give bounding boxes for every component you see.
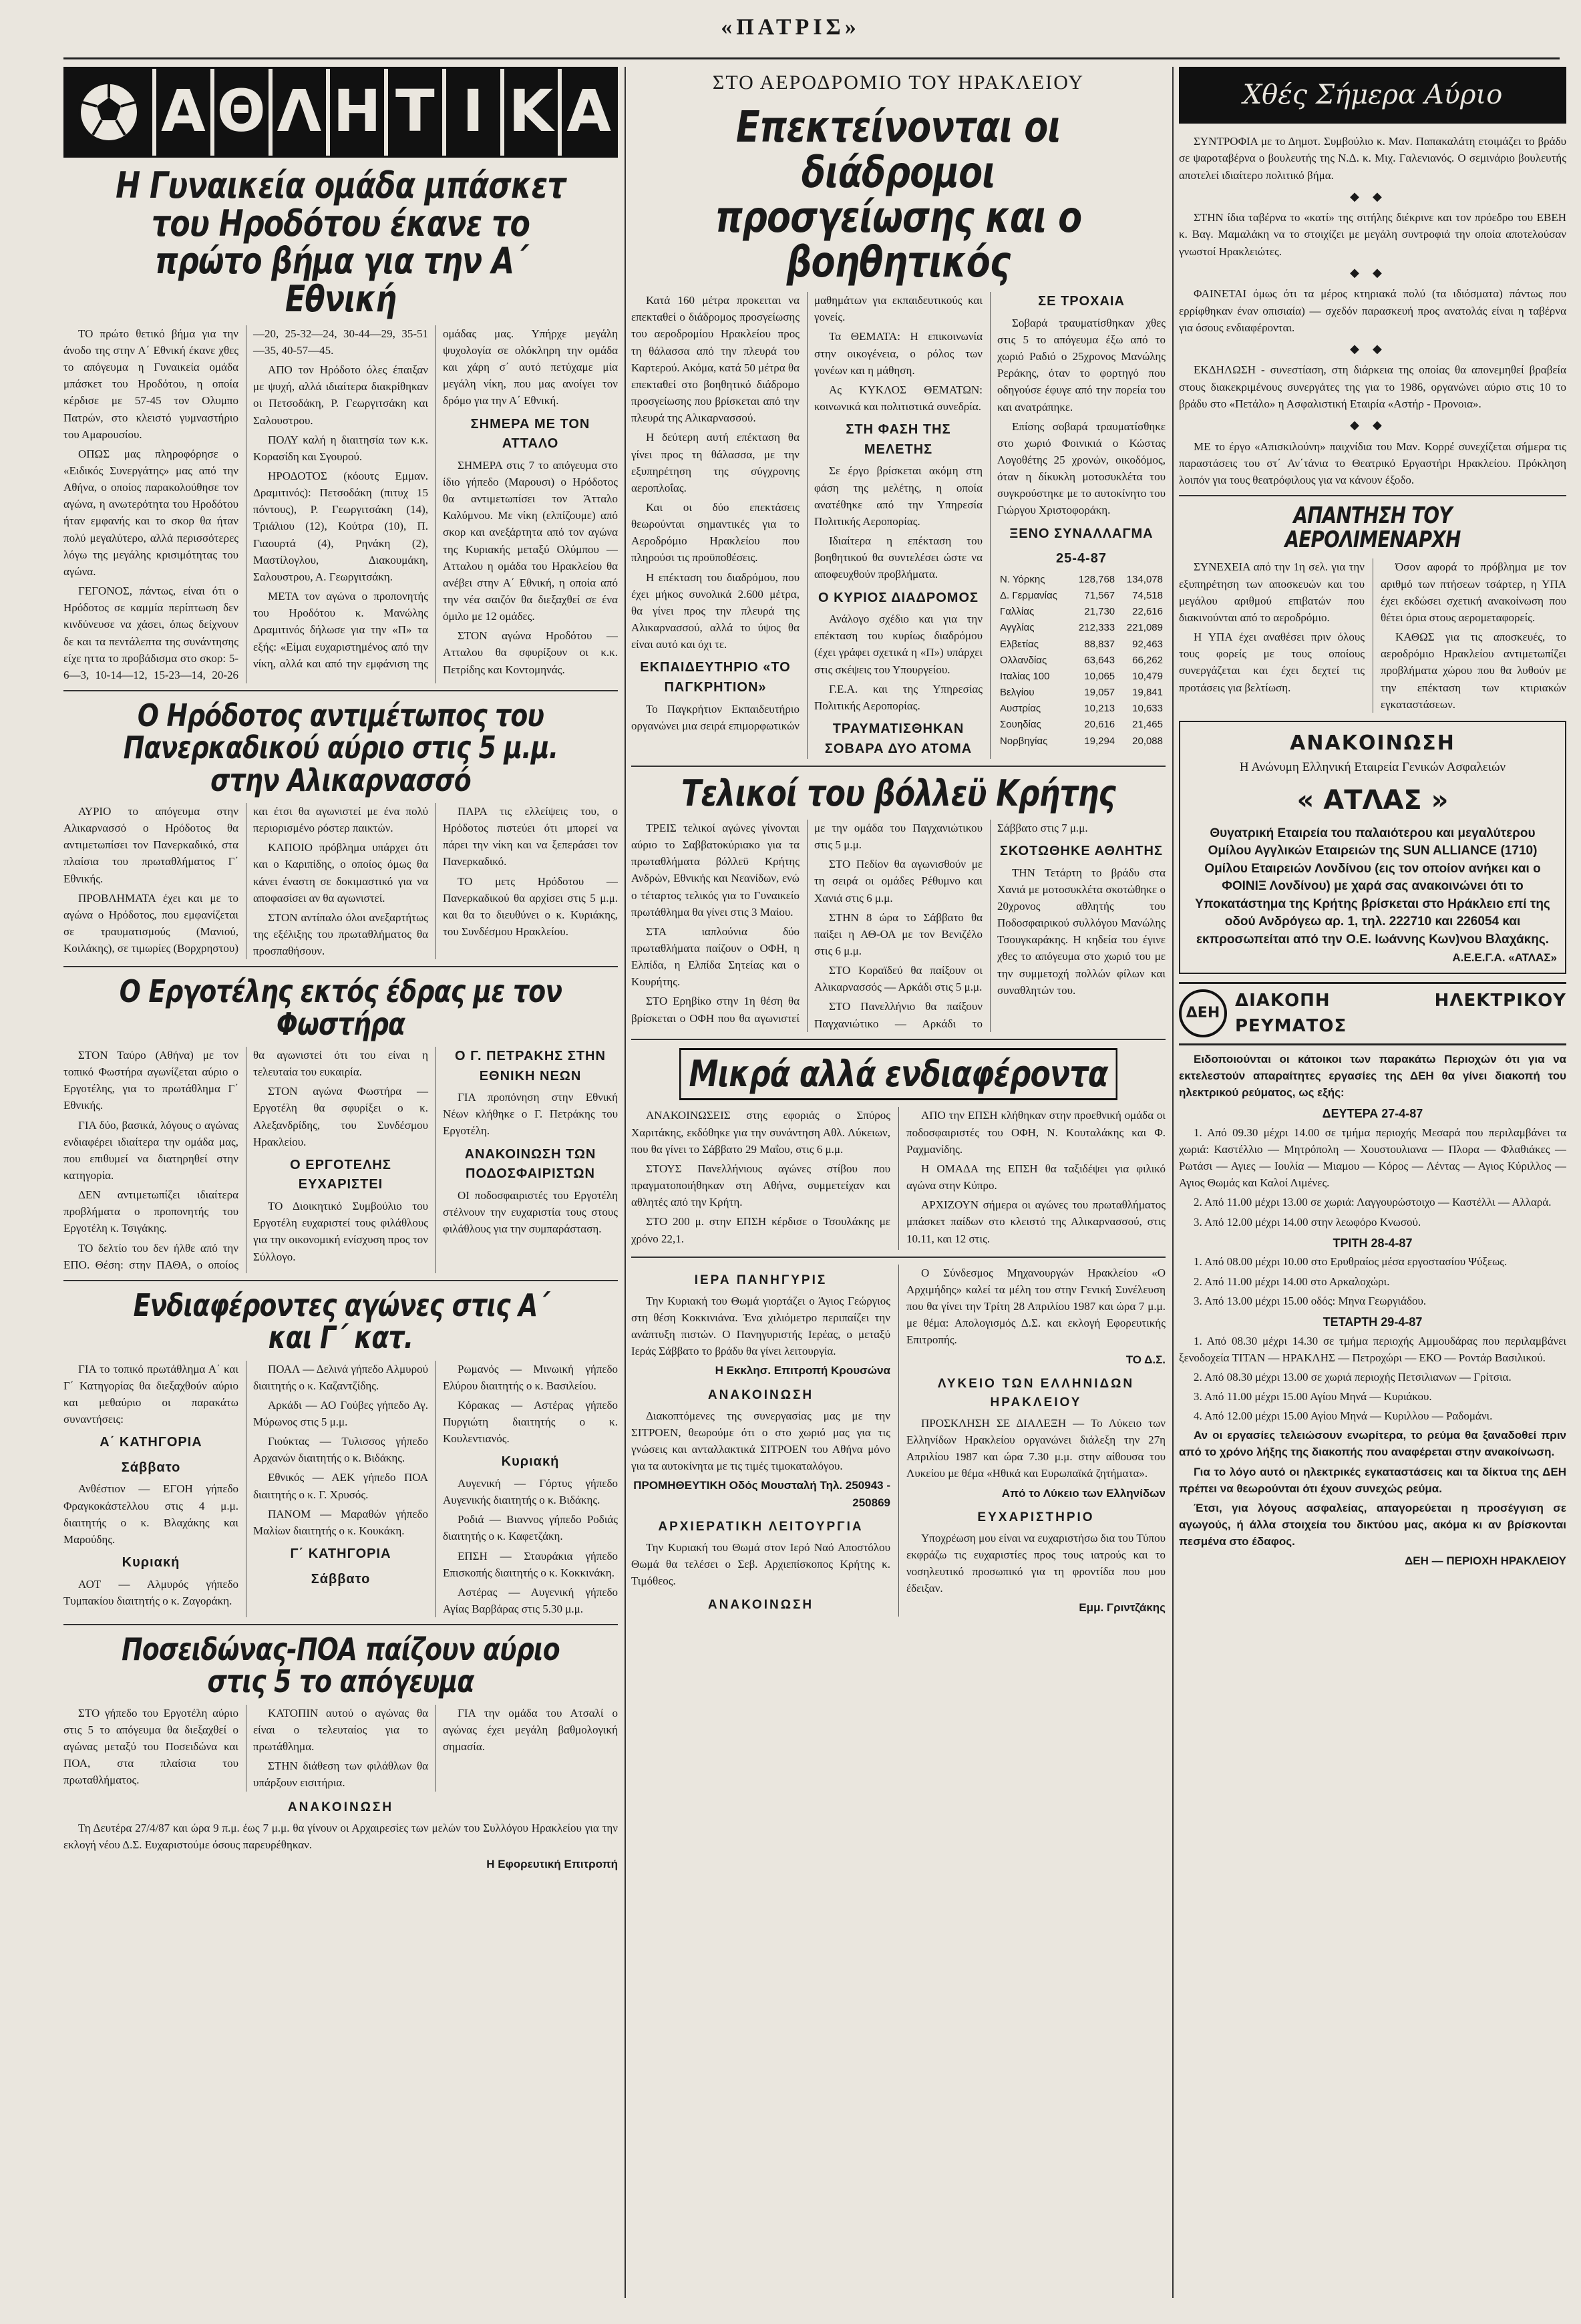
paragraph: ΣΤΟΝ αντίπαλο όλοι ανεξαρτήτως της εξέλιξης του πρωταθλήματος θα προσπαθήσουν. — [253, 910, 428, 958]
table-row — [997, 685, 1166, 701]
paragraph: ΠΡΟΒΛΗΜΑΤΑ έχει και με το αγώνα ο Ηρόδοτος, που εμφανίζεται σε τραυματισμούς (Μανιού, Κοιλάκης), σε τιμωρίες (Βορχρηστου) και έτσι θα αγωνιστεί με ένα πολύ περιορισμένο ρόστερ παικτών. — [63, 804, 428, 955]
atlas-brand: « ΑΤΛΑΣ » — [1296, 785, 1449, 816]
notice-signature: ΠΡΟΜΗΘΕΥΤΙΚΗ Οδός Μουσταλή Τηλ. 250943 - 250869 — [633, 1479, 890, 1509]
paragraph: ΣΤΗΝ 8 ώρα το Σάββατο θα παίξει η ΑΘ-ΟΑ με τον Βενιζέλο στις 6 μ.μ. — [814, 910, 983, 958]
paragraph: Η ΟΜΑΔΑ της ΕΠΣΗ θα ταξιδέψει για φιλικό αγώνα στην Κύπρο. — [906, 1162, 1166, 1192]
subheading: ΣΚΟΤΩΘΗΚΕ ΑΘΛΗΤΗΣ — [1000, 844, 1163, 859]
sports-letter: Λ — [269, 69, 327, 156]
fx-title: ΞΕΝΟ ΣΥΝΑΛΛΑΓΜΑ — [1009, 526, 1154, 541]
daily-item: ΣΤΗΝ ίδια ταβέρνα το «κατί» της σιτήλης διέκρινε και τον πρόεδρο του ΕΒΕΗ κ. Βαγ. Μαμαλάκη να το στοιχίζει με μεγάλη συντροφιά την οποία αποτελούσαν γνωστοί Ηρακλειώτες. — [1179, 211, 1566, 258]
paragraph: ΤΟ Διοικητικό Συμβούλιο του Εργοτέλη ευχαριστεί τους φιλάθλους για την οικονομική ενίσχυση προς τον Σύλλογο. — [253, 1200, 428, 1263]
power-cut-title: ΔΙΑΚΟΠΗ ΗΛΕΚΤΡΙΚΟΥ ΡΕΥΜΑΤΟΣ — [1235, 990, 1566, 1037]
divider — [631, 766, 1166, 767]
table-cell: Σουηδίας — [1000, 719, 1041, 731]
paragraph: ΚΑΘΩΣ για τις αποσκευές, το αεροδρόμιο Ηρακλείου αντιμετωπίζει προβλήματα χώρου που θα λυθούν με την επέκταση των κτιριακών εγκαταστάσεων. — [1381, 631, 1566, 711]
headline-small-items: Μικρά αλλά ενδιαφέροντα — [679, 1048, 1117, 1101]
notice-body: Διακοπτόμενες της συνεργασίας μας με την ΣΙΤΡΟΕΝ, θεωρούμε ότι ο στο χωριό μας για τις γνώσεις και ανταλλακτικά ΣΙΤΡΟΕΝ του Αθήνα μόνο για τα αυτοκίνητα με τις τιμές τιμοκαταλόγου. — [631, 1409, 890, 1473]
notice-body: Ο Σύνδεσμος Μηχανουργών Ηρακλείου «Ο Αρχιμήδης» καλεί τα μέλη του στην Γενική Συνέλευση που θα γίνει την Τρίτη 28 Απριλίου 1987 και ώρα 7 μ.μ. με θέμα: Απολογισμός Δ.Σ. και εκλογή Εφορευτικής Επιτροπής. — [906, 1266, 1166, 1347]
table-cell: Ελβετίας — [1000, 638, 1039, 650]
paragraph: ΔΕΝ αντιμετωπίζει ιδιαίτερα προβλήματα ο προπονητής του Εργοτέλη κ. Τσιγάκης. — [63, 1188, 238, 1235]
table-cell: Ν. Υόρκης — [1000, 573, 1045, 585]
paragraph: ΣΤΟ Ερηβίκο στην 1η θέση θα βρίσκεται ο ΟΦΗ που θα αγωνιστεί με την ομάδα του Παγχανιώτικου στις 5 μ.μ. — [631, 821, 983, 1025]
table-cell: 20,088 — [1132, 735, 1163, 747]
subheading: ΣΗΜΕΡΑ ΜΕ ΤΟΝ ΑΤΤΑΛΟ — [470, 416, 590, 452]
paragraph: ΣΤΟ Πεδίον θα αγωνισθούν με τη σειρά οι ομάδες Ρέθυμνο και Χανιά στις 6 μ.μ. — [814, 858, 983, 904]
table-cell: 71,567 — [1084, 589, 1115, 601]
article-airport — [631, 292, 1166, 759]
paragraph: Η δεύτερη αυτή επέκταση θα γίνει προς τη θάλασσα, με την εξυπηρέτηση της σύγχρονης αεροπλοΐας. — [631, 431, 800, 494]
subheading: ΕΚΠΑΙΔΕΥΤΗΡΙΟ «ΤΟ ΠΑΓΚΡΗΤΙΟΝ» — [640, 660, 791, 695]
daily-banner: Χθές Σήμερα Αύριο — [1179, 67, 1566, 124]
table-cell: Δ. Γερμανίας — [1000, 589, 1057, 601]
column-rule — [625, 67, 626, 2298]
announcement-body: Τη Δευτέρα 27/4/87 και ώρα 9 π.μ. έως 7 μ.μ. θα γίνουν οι Αρχαιρεσίες των μελών του Συλλόγου Ηρακλείου για την εκλογή νέου Δ.Σ. Ευχαριστούμε όσους παρευρέθηκαν. — [63, 1821, 618, 1851]
subheading: Γ΄ ΚΑΤΗΓΟΡΙΑ — [290, 1546, 391, 1562]
table-cell: 10,065 — [1084, 670, 1115, 682]
headline-womens-basketball: Η Γυναικεία ομάδα μπάσκετ του Ηροδότου έκανε το πρώτο βήμα για την Α΄ Εθνική — [116, 164, 566, 321]
paragraph: ΑΡΧΙΖΟΥΝ σήμερα οι αγώνες του πρωταθλήματος μπάσκετ παίδων στο κλειστό της Αλικαρνασσού, στις 10.11, και 12 στις. — [906, 1198, 1166, 1245]
power-day: ΔΕΥΤΕΡΑ 27-4-87 — [1322, 1107, 1423, 1121]
divider — [63, 1624, 618, 1625]
notice-body: ΠΡΟΣΚΛΗΣΗ ΣΕ ΔΙΑΛΕΞΗ — Το Λύκειο των Ελληνίδων Ηρακλείου οργανώνει διάλεξη την 27η Απριλίου 1987 και ώρα 7.30 μ.μ. στην αίθουσα του Λυκείου με θέμα «Ηθικά και Ευρωπαϊκά ζητήματα». — [906, 1416, 1166, 1480]
divider — [63, 690, 618, 691]
paragraph: ΣΤΟ Πανελλήνιο θα παίξουν Παγχανιώτικο — Αρκάδι το Σάββατο στις 7 μ.μ. — [814, 821, 1088, 1030]
table-cell: 21,730 — [1084, 606, 1115, 618]
paragraph: ΣΗΜΕΡΑ στις 7 το απόγευμα στο ίδιο γήπεδο (Μαρουσι) ο Ηρόδοτος θα αντιμετωπίσει τον Άτταλο Καλύμνου. Με νίκη (ελπίζουμε) από σκορ και ανεξάρτητα από τον αγώνα της Κυριακής μεταξύ Ολύμπου — Ατταλου η ομάδα του Ηρακλείου θα ανέβει στην Α΄ Εθνική, η οποία από την νέα σαιζόν θα διεξαχθεί σε ένα όμιλο με 12 ομάδες. — [443, 458, 618, 623]
paragraph: ΣΤΟ 200 μ. στην ΕΠΣΗ κέρδισε ο Τσουλάκης με χρόνο 22,1. — [631, 1215, 890, 1245]
power-item: 3. Από 12.00 μέχρι 14.00 στην λεωφόρο Κνωσού. — [1194, 1215, 1421, 1228]
paragraph: Τα ΘΕΜΑΤΑ: Η επικοινωνία στην οικογένεια, ο ρόλος των γονέων και η μάθηση. — [814, 330, 983, 377]
notice-signature: Εμμ. Γριντζάκης — [1079, 1601, 1166, 1615]
paragraph: ΓΕΓΟΝΟΣ, πάντως, είναι ότι ο Ηρόδοτος σε καμμία περίπτωση δεν κινδύνευσε να χάσει, όπως δείχνουν δε και τα πεντάλεπτα της συνάντησης είχε ηττα το προβάδισμα στο σκορ: 5-6—3, 10-14—12, 15-23—14, 20-26—20, 25-32—24, 30-44—29, 35-51—35, 40-57—45. — [63, 327, 428, 681]
power-item: 3. Από 11.00 μέχρι 15.00 Αγίου Μηνά — Κυριάκου. — [1194, 1389, 1432, 1403]
article-local-matches — [63, 1361, 618, 1618]
separator-icon: ◆◆ — [1350, 341, 1395, 355]
separator-icon: ◆◆ — [1350, 189, 1395, 203]
article-poseidonas-poa — [63, 1705, 618, 1792]
notice-body: Την Κυριακή του Θωμά γιορτάζει ο Άγιος Γεώργιος στη θέση Κοκκινιάνα. Ένα χιλιόμετρο περιπαίζει την ανάπτυξη πιστών. Ο Πανηγυριστής Ιερέας, ο μεταξύ Ιεράς Σάββατο το βράδυ θα γίνει λειτουργία. — [631, 1294, 890, 1358]
table-cell: Αγγλίας — [1000, 622, 1035, 634]
power-cut-intro: Ειδοποιούνται οι κάτοικοι των παρακάτω Περιοχών ότι για να εκτελεστούν απαραίτητες εργασίες της ΔΕΗ θα γίνει διακοπή του ηλεκτρικού ρεύματος, ως εξής: — [1179, 1052, 1566, 1100]
paragraph: ΤΟ πρώτο θετικό βήμα για την άνοδο της στην Α΄ Εθνική έκανε χθες το απόγευμα η Γυναικεία ομάδα μπάσκετ του Ηροδότου, η οποία κέρδισε με 57-45 τον Ολυμπο Πατρών, στο κλειστό γυμναστήριο του Αμαρουσίου. — [63, 327, 238, 441]
sports-letter: Κ — [500, 69, 558, 156]
paragraph: Και οι δύο επεκτάσεις θεωρούνται σημαντικές για το Αεροδρόμιο Ηρακλείου που πληρούσι τις προϋποθέσεις. — [631, 501, 800, 564]
notice-title: ΕΥΧΑΡΙΣΤΗΡΙΟ — [977, 1510, 1095, 1524]
paragraph: Αρκάδι — ΑΟ Γούβες γήπεδο Αγ. Μύρωνος στις 5 μ.μ. — [253, 1398, 428, 1429]
table-cell: 10,633 — [1132, 703, 1163, 715]
table-row — [997, 733, 1166, 750]
sports-letter: Η — [326, 69, 384, 156]
power-note: Αν οι εργασίες τελειώσουν ενωρίτερα, το ρεύμα θα ξαναδοθεί πριν από το χρόνο λήξης της διακοπής που αναφέρεται στην ανακοίνωση. — [1179, 1429, 1566, 1459]
table-cell: 134,078 — [1126, 573, 1163, 585]
table-cell: 10,213 — [1084, 703, 1115, 715]
subheading: Κυριακή — [122, 1554, 180, 1570]
paragraph: Κόρακας — Αστέρας γήπεδο Πυργιώτη διαιτητής ο κ. Κουλεντιανός. — [443, 1398, 618, 1446]
paragraph: Αστέρας — Αυγενική γήπεδο Αγίας Βαρβάρας στις 5.30 μ.μ. — [443, 1585, 618, 1616]
article-herodotos-match — [63, 803, 618, 959]
paragraph: ΤΗΝ Τετάρτη το βράδυ στα Χανιά με μοτοσυκλέτα σκοτώθηκε ο 20χρονος αθλητής του Ποδοσφαιρικού συλλόγου Μανώλης Τσουγκαράκης. Η κηδεία του έγινε χθες το απόγευμα στο χωριό του με την συμμετοχή πολλών φίλων και συναθλητών του. — [997, 866, 1166, 997]
paragraph: ΟΠΩΣ μας πληροφόρησε ο «Ειδικός Συνεργάτης» μας από την Αθήνα, ο οποίος παρακολούθησε τον αγώνα, η ανωτερότητα του Ηροδότου ήταν εμφανής και το σκορ θα ήταν πολύ μεγαλύτερο, αλλά περισσότερες λόγω της μεγάλης κρισιμότητας του αγώνα. — [63, 447, 238, 578]
sports-letter: Α — [558, 69, 616, 156]
sports-letter: Τ — [384, 69, 442, 156]
sports-letter: Ι — [442, 69, 500, 156]
column-rule — [1172, 67, 1174, 2298]
subheading: ΤΡΑΥΜΑΤΙΣΘΗΚΑΝ ΣΟΒΑΡΑ ΔΥΟ ΑΤΟΜΑ ΣΕ ΤΡΟΧΑΙΑ — [824, 294, 1125, 756]
subheading: Σάββατο — [121, 1460, 181, 1475]
atlas-body: Θυγατρική Εταιρεία του παλαιότερου και μεγαλύτερου Ομίλου Αγγλικών Εταιρειών της SUN ALLIANCE (1710) Ομίλου Εταιρειών Λονδίνου (εις τον οποίον ανήκει και ο ΦΟΙΝΙΞ Λονδίνου) με χαρά σας ανακοινώνει ότι το Υποκατάστημα της Κρήτης βρίσκεται στο Ηράκλειο επί της οδού Ανδρόγεω αρ. 1, τηλ. 222710 και 226054 και εκπροσωπείται από την Ο.Ε. Ιωάννης Κων)νου Βλαχάκης. — [1195, 826, 1550, 947]
paragraph: Σε έργο βρίσκεται ακόμη στη φάση της μελέτης, η οποία ανατέθηκε από την Υπηρεσία Πολιτικής Αεροπορίας. — [814, 464, 983, 528]
table-cell: 74,518 — [1132, 589, 1163, 601]
paragraph: ΑΠΟ την ΕΠΣΗ κλήθηκαν στην προεθνική ομάδα οι ποδοσφαιριστές του ΟΦΗ, Ν. Κουταλάκης και Φ. Ραχμανίδης. — [906, 1109, 1166, 1156]
notice-title: ΙΕΡΑ ΠΑΝΗΓΥΡΙΣ — [694, 1273, 828, 1287]
subheading: Σάββατο — [311, 1571, 371, 1587]
power-item: 2. Από 08.30 μέχρι 13.00 σε χωριά περιοχής Πετσιλιανων — Γρίτσια. — [1194, 1370, 1512, 1383]
table-row — [997, 588, 1166, 604]
sports-letter: Θ — [210, 69, 269, 156]
table-cell: 22,616 — [1132, 606, 1163, 618]
paragraph: ΗΡΟΔΟΤΟΣ (κόουτς Εμμαν. Δραμιτινός): Πετσοδάκη (πιτυχ 15 πόντους), Ρ. Γεωργιτσάκη (14), Τριάλιου (12), Κούτρα (10), Π. Γιαουρτά (4), Ρηνάκη (2), Μαστίλογλου, Διακουμάκη, Σαλουστρου, Α. Γεωργιτσάκη. — [253, 470, 428, 583]
table-cell: 21,465 — [1132, 719, 1163, 731]
table-row — [997, 604, 1166, 620]
paragraph: ΑΝΑΚΟΙΝΩΣΕΙΣ στης εφοριάς ο Σπύρος Χαριτάκης, εκδόθηκε για την συνάντηση Αθλ. Λύκειων, που θα γίνει το Σάββατο 29 Μαΐου, στις 6 μ.μ. — [631, 1109, 890, 1156]
table-cell: 128,768 — [1078, 573, 1115, 585]
paragraph: ΑΟΤ — Αλμυρός γήπεδο Τυμπακίου διαιτητής ο κ. Ζαγοράκη. — [63, 1577, 238, 1607]
headline-volleyball: Τελικοί του βόλλεϋ Κρήτης — [681, 772, 1115, 815]
notice-body: Υποχρέωση μου είναι να ευχαριστήσω δια του Τύπου εκφράζω τις ευχαριστίες προς τους ιατρούς και το νοσηλευτικό προσωπικό για τη φροντίδα που μου έδειξαν. — [906, 1531, 1166, 1595]
power-day: ΤΡΙΤΗ 28-4-87 — [1333, 1236, 1413, 1250]
divider — [631, 1257, 1166, 1258]
paragraph: ΓΙΑ το τοπικό πρωτάθλημα Α΄ και Γ΄ Κατηγορίας θα διεξαχθούν αύριο και μεθαύριο οι παρακάτω συναντήσεις: — [63, 1362, 238, 1426]
paragraph: Ιδιαίτερα η επέκταση του βοηθητικού θα συντελέσει ώστε να αποφευχθούν προβλήματα. — [814, 534, 983, 581]
headline-port-authority: ΑΠΑΝΤΗΣΗ ΤΟΥ ΑΕΡΟΛΙΜΕΝΑΡΧΗ — [1284, 502, 1461, 553]
sports-banner — [63, 67, 618, 158]
divider — [63, 1280, 618, 1281]
paragraph: ΑΠΟ τον Ηρόδοτο όλες έπαιξαν με ψυχή, αλλά ιδιαίτερα διακρίθηκαν οι Πετσοδάκη, Ρ. Γεωργιτσάκη και Σαλουστρου. — [253, 363, 428, 427]
atlas-subtitle: Η Ανώνυμη Ελληνική Εταιρεία Γενικών Ασφαλειών — [1239, 760, 1506, 775]
table-row — [997, 572, 1166, 588]
kicker-airport: ΣΤΟ ΑΕΡΟΔΡΟΜΙΟ ΤΟΥ ΗΡΑΚΛΕΙΟΥ — [712, 71, 1085, 94]
table-cell: 92,463 — [1132, 638, 1163, 650]
article-womens-basketball — [63, 325, 618, 683]
power-note: Έτσι, για λόγους ασφαλείας, απαγορεύεται η προσέγγιση σε αγωγούς, ή άλλα στοιχεία του δικτύου μας, ακόμα κι αν βρίσκονται πεσμένα στο έδαφος. — [1179, 1501, 1566, 1548]
table-cell: 19,294 — [1084, 735, 1115, 747]
paragraph: Εθνικός — ΑΕΚ γήπεδο ΠΟΑ διαιτητής ο κ. Γ. Χρυσός. — [253, 1471, 428, 1501]
football-icon — [65, 69, 152, 156]
paragraph: Ροδιά — Βιαννος γήπεδο Ροδιάς διαιτητής ο κ. Καφετζάκη. — [443, 1513, 618, 1543]
divider — [1179, 495, 1566, 496]
paragraph: ΣΥΝΕΧΕΙΑ από την 1η σελ. για την εξυπηρέτηση των αποσκευών και του μεγάλου αριθμού επιβατών που διακινούνται από το αεροδρόμιο. — [1179, 560, 1365, 624]
news-column — [631, 67, 1166, 2305]
paragraph: ΠΟΛΥ καλή η διαιτησία των κ.κ. Κορασίδη και Σγουρού. — [253, 433, 428, 463]
paragraph: ΜΕΤΑ τον αγώνα ο προπονητής του Ηροδότου κ. Μανώλης Δραμιτινός δήλωσε για την «Π» τα εξής: «Είμαι ευχαριστημένος από την νίκη, αλλά και από την εμφάνιση της ομάδας μας. Υπήρχε μεγάλη ψυχολογία σε ολόκληρη την ομάδα και χάρη σ΄ αυτό πετύχαμε μία μεγάλη νίκη, που μας ανοίγει τον δρόμο για την Α΄ Εθνική. — [253, 327, 618, 670]
power-item: 1. Από 08.00 μέχρι 10.00 στο Ερυθραίος μέσα εργοστασίου Ψύξεως. — [1194, 1255, 1508, 1269]
paragraph: ΓΙΑ προπόνηση στην Εθνική Νέων κλήθηκε ο Γ. Πετράκης του Εργοτέλη. — [443, 1091, 618, 1138]
paragraph: Κατά 160 μέτρα προκειται να επεκταθεί ο διάδρομος προσγείωσης του αεροδρομίου Ηρακλείου προς τη θάλασσα από την πλευρά του Καρτερού. Ακόμα, κατά 50 μέτρα θα επεκταθεί στο βοηθητικό διάδρομο προσγείωσης που βρίσκεται από την πλευρά της Αλικαρνασσού. — [631, 294, 800, 425]
separator-icon: ◆◆ — [1350, 265, 1395, 279]
paragraph: ΣΤΑ ιαπλούνια δύο πρωταθλήματα παίζουν ο ΟΦΗ, η Ελπίδα, η Ελπίδα Σητείας και ο Κουρήτης. — [631, 925, 800, 989]
paragraph: ΣΤΟΝ Ταύρο (Αθήνα) με τον τοπικό Φωστήρα αγωνίζεται αύριο ο Εργοτέλης, για το πρωτάθλημα Γ΄ Εθνικής. — [63, 1048, 238, 1112]
paragraph: ΑΥΡΙΟ το απόγευμα στην Αλικαρνασσό ο Ηρόδοτος θα αντιμετωπίσει τον Πανερκαδικό, στα πλαίσια του πρωταθλήματος Γ΄ Εθνικής. — [63, 804, 238, 885]
headline-poseidonas-poa: Ποσειδώνας-ΠΟΑ παίζουν αύριο στις 5 το απόγευμα — [122, 1631, 560, 1700]
table-cell: 10,479 — [1132, 670, 1163, 682]
article-small-items — [631, 1107, 1166, 1249]
table-row — [997, 717, 1166, 733]
table-cell: 63,643 — [1084, 654, 1115, 666]
table-cell: Ολλανδίας — [1000, 654, 1047, 666]
daily-item: ΜΕ το έργο «Απισκιλούνη» παιχνίδια του Μαν. Κορρέ συνεχίζεται σήμερα τις παραστάσεις του στ΄ Αν΄τάνια το Θεατρικό Εργαστήρι Ηρακλείου. Πρόκληση λοιπόν για τους θεατρόφιλους για να κάνουν έξοδο. — [1179, 440, 1566, 486]
table-cell: 66,262 — [1132, 654, 1163, 666]
daily-item: ΕΚΔΗΛΩΣΗ - συνεστίαση, στη διάρκεια της οποίας θα απονεμηθεί βραβεία στους διακεκριμένους συνεργάτες της για το 1986, οργανώνει αύριο στις 10 το βράδυ στο «Πετάλο» η Ασφαλιστική Εταιρία «Αστήρ - Προνοια». — [1179, 363, 1566, 410]
notice-title: ΑΝΑΚΟΙΝΩΣΗ — [707, 1387, 814, 1402]
paragraph: ΓΙΑ την ομάδα του Ατσαλί ο αγώνας έχει μεγάλη βαθμολογική σημασία. — [443, 1706, 618, 1754]
power-item: 1. Από 08.30 μέχρι 14.30 σε τμήμα περιοχής Αμμουδάρας που περιλαμβάνει ξενοδοχεία ΤΙΤΑΝ — ΗΡΑΚΛΗΣ — Πετροχώρι — ΕΚΟ — Ροντάρ Βασιλικού. — [1179, 1334, 1566, 1364]
paragraph: ΤΟ δελτίο του δεν ήλθε από την ΕΠΟ. Θέση: στην ΠΑΘΑ, ο οποίος θα αγωνιστεί ότι του είναι η τελευταία του ευκαιρία. — [63, 1048, 428, 1271]
table-cell: 19,057 — [1084, 687, 1115, 699]
paragraph: ΚΑΤΟΠΙΝ αυτού ο αγώνας θα είναι ο τελευταίος για το πρωτάθλημα. — [253, 1706, 428, 1754]
power-signature: ΔΕΗ — ΠΕΡΙΟΧΗ ΗΡΑΚΛΕΙΟΥ — [1405, 1554, 1566, 1568]
paragraph: ΣΤΗΝ διάθεση των φιλάθλων θα υπάρξουν εισιτήρια. — [253, 1760, 428, 1790]
top-rule — [63, 57, 1560, 59]
subheading: ΑΝΑΚΟΙΝΩΣΗ ΤΩΝ ΠΟΔΟΣΦΑΙΡΙΣΤΩΝ — [464, 1146, 596, 1182]
notice-body: Την Κυριακή του Θωμά στον Ιερό Ναό Αποστόλου Θωμά θα τελέσει ο Σεβ. Αρχιεπίσκοπος Κρήτης κ. Τιμόθεος. — [631, 1540, 890, 1588]
paragraph: ΣΤΟΝ αγώνα Φωστήρα — Εργοτέλη θα σφυρίξει ο κ. Αλεξανδρίδης, του Συνδέσμου Ηρακλείου. — [253, 1085, 428, 1148]
table-cell: Βελγίου — [1000, 687, 1035, 699]
paragraph: Ρωμανός — Μινωική γήπεδο Ελύρου διαιτητής ο κ. Βασιλείου. — [443, 1362, 618, 1392]
fx-table — [997, 572, 1166, 750]
table-cell: 221,089 — [1126, 622, 1163, 634]
subheading: Κυριακή — [501, 1454, 560, 1470]
article-ergotelis — [63, 1047, 618, 1273]
notice-title: ΑΡΧΙΕΡΑΤΙΚΗ ΛΕΙΤΟΥΡΓΙΑ — [658, 1519, 864, 1534]
table-cell: Νορβηγίας — [1000, 735, 1048, 747]
table-row — [997, 653, 1166, 669]
headline-local-matches: Ενδιαφέροντες αγώνες στις Α΄ και Γ΄ κατ. — [133, 1287, 548, 1356]
paragraph: ΣΤΟ γήπεδο του Εργοτέλη αύριο στις 5 το απόγευμα θα διεξαχθεί ο αγώνας μεταξύ του Ποσειδώνα και ΠΟΑ, στα πλαίσια του πρωταθλήματος. — [63, 1706, 238, 1787]
paragraph: ΣΤΟ Κοραϊδεύ θα παίξουν οι Αλικαρνασσός — Αρκάδι στις 5 μ.μ. — [814, 964, 983, 994]
divider — [63, 966, 618, 967]
power-item: 2. Από 11.00 μέχρι 13.00 σε χωριά: Λαγγουρώστοιχο — Καστέλλι — Αλλαρά. — [1194, 1196, 1552, 1209]
subheading: Ο ΚΥΡΙΟΣ ΔΙΑΔΡΟΜΟΣ — [818, 590, 979, 605]
atlas-signature: Α.Ε.Ε.Γ.Α. «ΑΤΛΑΣ» — [1452, 951, 1557, 964]
sports-letter: Α — [152, 69, 210, 156]
table-cell: 19,841 — [1132, 687, 1163, 699]
sports-column — [63, 67, 618, 2305]
table-cell: 20,616 — [1084, 719, 1115, 731]
separator-icon: ◆◆ — [1350, 418, 1395, 432]
table-row — [997, 637, 1166, 653]
subheading: Ο Γ. ΠΕΤΡΑΚΗΣ ΣΤΗΝ ΕΘΝΙΚΗ ΝΕΩΝ — [455, 1048, 606, 1084]
power-item: 1. Από 09.30 μέχρι 14.00 σε τμήμα περιοχής Μεσαρά που περιλαμβάνει τα χωριά: Καστέλλιο — Μητρόπολη — Χουστουλιανα — Πλορα — Φλαθιάκες — Ρωτάσι — Αγιες — Ιουλία — Μιαμου — Κόρος — Λέντας — Αγιος Κύριλλος — Αγιος Θωμάς και Καλοί Λιμένες. — [1179, 1126, 1566, 1190]
paragraph: Ανθέστιον — ΕΓΟΗ γήπεδο Φραγκοκάστελλου στις 4 μ.μ. διαιτητής ο κ. Βλαχάκης και Μαρούδης. — [63, 1482, 238, 1546]
subheading: Ο ΕΡΓΟΤΕΛΗΣ ΕΥΧΑΡΙΣΤΕΙ — [290, 1157, 391, 1192]
article-port-authority — [1179, 558, 1566, 712]
article-volleyball — [631, 820, 1166, 1032]
masthead: «ΠΑΤΡΙΣ» — [721, 15, 860, 39]
power-item: 2. Από 11.00 μέχρι 14.00 στο Αρκαλοχώρι. — [1194, 1275, 1390, 1288]
power-cut-header — [1179, 982, 1566, 1045]
table-cell: Γαλλίας — [1000, 606, 1035, 618]
paragraph: Ας ΚΥΚΛΟΣ ΘΕΜΑΤΩΝ: κοινωνικά και πολιτιστικά συνεδρία. — [814, 383, 983, 413]
paragraph: ΠΑΝΟΜ — Μαραθών γήπεδο Μαλίων διαιτητής ο κ. Κουκάκη. — [253, 1507, 428, 1537]
paragraph: ΟΙ ποδοσφαιριστές του Εργοτέλη στέλνουν την ευχαριστία τους στους φιλάθλους για την συμπαράσταση. — [443, 1188, 618, 1236]
paragraph: Η ΥΠΑ έχει αναθέσει πριν όλους τους φορείς με τους οποίους συνεργάζεται και έχει δεχτεί τις προτάσεις για βελτίωση. — [1179, 631, 1365, 694]
paragraph: ΤΟ μετς Ηρόδοτου — Πανερκαδικού θα αρχίσει στις 5 μ.μ. και θα το διευθύνει ο κ. Κυριάκης, του Συνδέσμου Ηρακλείου. — [443, 874, 618, 939]
atlas-announcement — [1179, 721, 1566, 974]
paragraph: Γιούκτας — Τυλισσος γήπεδο Αρχανών διαιτητής ο κ. Βιδάκης. — [253, 1435, 428, 1465]
headline-ergotelis: Ο Εργοτέλης εκτός έδρας με τον Φωστήρα — [119, 973, 562, 1042]
power-day: ΤΕΤΑΡΤΗ 29-4-87 — [1323, 1315, 1423, 1329]
table-row — [997, 669, 1166, 685]
notice-title: ΛΥΚΕΙΟ ΤΩΝ ΕΛΛΗΝΙΔΩΝ ΗΡΑΚΛΕΙΟΥ — [937, 1376, 1135, 1409]
fx-date: 25-4-87 — [1056, 551, 1107, 566]
paragraph: Το Παγκρήτιον Εκπαιδευτήριο οργανώνει μια σειρά επιμορφωτικών μαθημάτων για εκπαιδευτικούς και γονείς. — [631, 294, 983, 732]
notices-block — [631, 1265, 1166, 1617]
notice-signature: ΤΟ Δ.Σ. — [1125, 1353, 1166, 1366]
table-cell: 212,333 — [1078, 622, 1115, 634]
table-cell: Αυστρίας — [1000, 703, 1041, 715]
table-cell: 88,837 — [1084, 638, 1115, 650]
paragraph: Όσον αφορά το πρόβλημα με τον αριθμό των πτήσεων τσάρτερ, η ΥΠΑ έχει εκδώσει σχετική ανακοίνωση που θέτει όρια στους αερομεταφορείς. — [1381, 560, 1566, 624]
table-row — [997, 620, 1166, 636]
subheading: ΣΤΗ ΦΑΣΗ ΤΗΣ ΜΕΛΕΤΗΣ — [846, 422, 951, 457]
table-row — [997, 701, 1166, 717]
notice-signature: Από το Λύκειο των Ελληνίδων — [1001, 1486, 1166, 1500]
paragraph: ΣΤΟΝ αγώνα Ηροδότου — Ατταλου θα σφυρίξουν οι κ.κ. Πετρίδης και Κοντομηνάς. — [443, 629, 618, 676]
paragraph: ΓΙΑ δύο, βασικά, λόγους ο αγώνας ενδιαφέρει ιδιαίτερα την ομάδα μας, που επιθυμεί να διατηρηθεί στην κατηγορία. — [63, 1118, 238, 1182]
paragraph: ΚΑΠΟΙΟ πρόβλημα υπάρχει ότι και ο Καριπίδης, ο οποίος όμως θα κάνει έναστη σε δοκιμαστικό για να αποφασίσει αν θα αγωνιστεί. — [253, 841, 428, 904]
paragraph: ΠΑΡΑ τις ελλείψεις του, ο Ηρόδοτος πιστεύει ότι μπορεί να πάρει την νίκη και να ξεπεράσει τον Πανερκαδικό. — [443, 804, 618, 868]
paragraph: Αυγενική — Γόρτυς γήπεδο Αυγενικής διαιτητής ο κ. Βιδάκης. — [443, 1476, 618, 1507]
daily-item: ΣΥΝΤΡΟΦΙΑ με το Δημοτ. Συμβούλιο κ. Μαν. Παπακαλάτη ετοιμάζει το βράδυ σε ψαροταβέρνα ο βουλευτής της Ν.Δ. κ. Μιχ. Γαλενιανός. Ο σεμινάριο βουλευτής αποτελεί ιδιαίτερο πολιτικό βήμα. — [1179, 135, 1566, 182]
daily-column — [1179, 67, 1566, 2305]
paragraph: Η επέκταση του διαδρόμου, που έχει μήκος συνολικά 2.600 μέτρα, θα γίνει προς την πλευρά της Αλικαρνασσού, αλλά το ύψος θα είναι αυτό και όχι τε. — [631, 570, 800, 651]
daily-item: ΦΑΙΝΕΤΑΙ όμως ότι τα μέρος κτηριακά πολύ (τα ιδιόσματα) πάντως που ερρίφθηκαν έναν οπισιαία) — σχεδόν παρασκευή προς ανατολάς είναι η ταβέρνα για όσους ενδιαφέρονται. — [1179, 287, 1566, 334]
subheading: Α΄ ΚΑΤΗΓΟΡΙΑ — [100, 1435, 202, 1450]
paragraph: ΕΠΣΗ — Σταυράκια γήπεδο Επισκοπής διαιτητής ο κ. Κοκκινάκη. — [443, 1549, 618, 1579]
table-cell: Ιταλίας 100 — [1000, 670, 1050, 682]
power-item: 3. Από 13.00 μέχρι 15.00 οδός: Μηνα Γεωργιάδου. — [1194, 1294, 1427, 1307]
headline-herodotos-match: Ο Ηρόδοτος αντιμέτωπος του Πανερκαδικού αύριο στις 5 μ.μ. στην Αλικαρνασσό — [123, 697, 558, 798]
announcement-signature: Η Εφορευτική Επιτροπή — [486, 1857, 618, 1870]
divider — [631, 1039, 1166, 1040]
paragraph: Γ.Ε.Α. και της Υπηρεσίας Πολιτικής Αεροπορίας. — [814, 682, 983, 712]
notice-title: ΑΝΑΚΟΙΝΩΣΗ — [707, 1598, 814, 1613]
paragraph: ΣΤΟΥΣ Πανελλήνιους αγώνες στίβου που πραγματοποιήθηκαν στη Αθήνα, συμμετείχαν και αθλητές από την Κρήτη. — [631, 1162, 890, 1209]
announcement-title: ΑΝΑΚΟΙΝΩΣΗ — [287, 1800, 394, 1814]
paragraph: Ανάλογο σχέδιο και για την επέκταση του κυρίως διαδρόμου (έχει γράφει σχετικά η «Π») υπάρχει στις σκέψεις του Υπουργείου. — [814, 613, 983, 676]
paragraph: ΠΟΑΛ — Δελινά γήπεδο Αλμυρού διαιτητής ο κ. Καζαντζίδης. — [253, 1362, 428, 1392]
power-note: Για το λόγο αυτό οι ηλεκτρικές εγκαταστάσεις και τα δίκτυα της ΔΕΗ πρέπει να θεωρούνται ότι έχουν συνεχώς ρεύμα. — [1179, 1465, 1566, 1495]
power-item: 4. Από 12.00 μέχρι 15.00 Αγίου Μηνά — Κυριλλου — Ραδομάνι. — [1194, 1409, 1493, 1423]
atlas-title: ΑΝΑΚΟΙΝΩΣΗ — [1290, 731, 1455, 755]
notice-signature: Η Εκκλησ. Επιτροπή Κρουσώνα — [715, 1364, 890, 1377]
dei-logo-icon: ΔΕΗ — [1179, 989, 1227, 1037]
sports-title — [152, 69, 616, 156]
paragraph: Σοβαρά τραυματίσθηκαν χθες στις 5 το απόγευμα έξω από το χωριό Ραδιό ο 25χρονος Μανώλης Ρεράκης, όταν το φορτηγό που οδηγούσε έφυγε από την πορεία του και ανατράπηκε. — [997, 316, 1166, 413]
paragraph: Επίσης σοβαρά τραυματίσθηκε στο χωριό Φοινικιά ο Κώστας Λογοθέτης 25 χρονών, οικοδόμος, όταν η δίκυκλη μοτοσυκλέτα του συγκρούστηκε με το αυτοκίνητο του Γιώργου Χριστοφοράκη. — [997, 420, 1166, 517]
paragraph: ΤΡΕΙΣ τελικοί αγώνες γίνονται αύριο το Σαββατοκύριακο για τα πρωταθλήματα βόλλεϋ Κρήτης Ανδρών, Εθνικής και Νεανίδων, ενώ ο τέταρτος τελικός για το Γυναικείο πρωτάθλημα θα γίνει στις 3 Μαίου. — [631, 821, 800, 919]
headline-airport: Επεκτείνονται οι διάδρομοι προσγείωσης και ο βοηθητικός — [715, 103, 1082, 287]
